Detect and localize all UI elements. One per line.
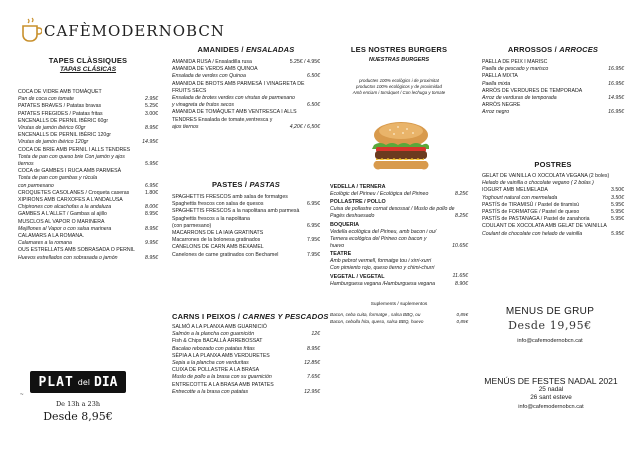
tapes-subtitle: TAPAS CLÁSICAS (59, 66, 117, 73)
supl-list (330, 311, 468, 325)
menu-item-price: 5.95€ (611, 230, 624, 237)
menu-item-text: FRUITS SECS (172, 87, 207, 94)
grup-price: Desde 19,95€ (508, 319, 592, 332)
arrossos-title-a: ARROSSOS / (507, 45, 560, 54)
tapes-section (18, 56, 158, 262)
menu-item (18, 111, 158, 118)
pastes-list (172, 194, 320, 259)
arrossos-section (482, 45, 624, 117)
menu-item (330, 265, 468, 272)
menu-item (18, 233, 158, 240)
menu-item (482, 202, 624, 209)
menu-item-text: COCA DE BRIE AMB PERNIL I ALLS TENDRES (18, 146, 131, 153)
menu-item-text: SPAGHETTIS FRESCOS amb salsa de formatges (172, 194, 288, 200)
menu-item (172, 81, 320, 88)
menu-item (172, 237, 320, 244)
menu-item (18, 197, 158, 204)
burger-group-label: POLLASTRE / POLLO (330, 199, 386, 206)
menu-item (172, 95, 320, 102)
pastes-title (172, 180, 320, 189)
menu-item (172, 88, 320, 95)
menu-item-price: 7.95€ (307, 251, 320, 258)
nadal-date-2: 26 sant esteve (530, 394, 572, 401)
menu-item (18, 168, 158, 175)
menu-item (482, 66, 624, 73)
menu-item-price: 14.95€ (142, 139, 158, 146)
menu-item-text: Spaghettis frescos a la napolitana (172, 215, 250, 222)
menu-item-text: Macarrones de la bolonesa gratinados (172, 237, 261, 244)
menu-item (172, 66, 320, 73)
menu-item (330, 191, 468, 198)
menu-item-text: TENDRES Ensalada de tomate,ventresca y (172, 116, 273, 123)
menu-item (482, 102, 624, 109)
menu-item (482, 109, 624, 116)
menu-item-text: Salmón a la plancha con guarnición (172, 331, 255, 338)
menu-item-text: Mejillones al Vapor o con salsa marinera (18, 225, 112, 232)
burgers-subtitle: NUESTRAS BURGERS (368, 57, 430, 63)
carns-section (172, 312, 329, 396)
menu-item (18, 190, 158, 197)
menu-item (172, 252, 320, 259)
menu-item-text: AMANIDA DE VERDS AMB QUINOA (172, 66, 258, 73)
menu-item (482, 59, 624, 66)
menu-item-price: 5.25€ / 4.95€ (289, 59, 320, 65)
menu-item-text: Coulant de chocolate con helado de vainilla (482, 230, 583, 237)
amanides-title-a: AMANIDES / (197, 45, 246, 54)
menu-item-price: 12.95€ (304, 388, 320, 395)
menu-item-price: 3.50€ (611, 194, 624, 201)
menu-item (18, 103, 158, 110)
menu-item (172, 367, 320, 374)
menu-item (172, 230, 320, 237)
menu-item-text: CALAMARS A LA ROMANA. (18, 233, 85, 240)
menu-item-text: Ensalada de verdes con Quinoa (172, 73, 246, 80)
nadal-title: MENÚS DE FESTES NADAL 2021 (484, 376, 618, 386)
menu-item-price: 16.95€ (608, 80, 624, 87)
menu-item-text: COCA de GAMBES I RUCA AMB PARMESÀ (18, 168, 122, 175)
menu-item (330, 213, 468, 220)
menu-item (172, 201, 320, 208)
pastes-title-b: PASTAS (249, 180, 281, 189)
menu-item (172, 244, 320, 251)
menu-item (172, 216, 320, 223)
burgers-note-3: Amb enciam i tomàquet / Con lechuga y tomate (352, 90, 446, 95)
menu-item (172, 353, 320, 360)
scribble-mark: ~ (20, 392, 24, 398)
menu-item-price: 5.95€ (145, 161, 158, 168)
menu-item-price: 8.95€ (307, 345, 320, 352)
menu-item-text: Muslo de pollo a la brasa con su guarnición (172, 374, 272, 381)
menu-item-price: 8.25€ (455, 213, 468, 220)
postres-title: POSTRES (534, 160, 572, 169)
carns-list (172, 324, 320, 396)
menu-item-text: ENCENALLS DE PERNIL IBÈRIC 120gr (18, 132, 111, 139)
coffee-cup-icon (20, 16, 42, 44)
menu-item-price: 8.95€ (145, 254, 158, 261)
menu-item (18, 89, 158, 96)
menu-item-text: PASTÍS de PASTANAGA / Pastel de zanahoria (482, 216, 590, 223)
burger-group-label: VEGETAL / VEGETAL (330, 273, 385, 280)
menu-item-price: 1.80€ (145, 189, 158, 196)
menu-item-text: ARRÒS NEGRE (482, 102, 521, 109)
menu-item-text: Arroz negro (482, 109, 510, 116)
menu-item-text: ARRÒS DE VERDURES DE TEMPORADA (482, 87, 583, 94)
menu-item-price: 8.95€ (145, 125, 158, 132)
brand-name: CAFÈMODERNOBCN (44, 22, 225, 40)
tapes-title: TAPES CLÀSSIQUES (48, 56, 128, 65)
menu-item-price: 12€ (311, 331, 320, 338)
menu-item (330, 258, 468, 265)
grup-title: MENUS DE GRUP (505, 306, 595, 317)
amanides-section (172, 45, 320, 131)
grup-email[interactable]: info@cafemodernobcn.cat (517, 338, 583, 344)
menu-item (330, 243, 468, 250)
menu-item-text: Virutas de jamón ibérico 120gr (18, 139, 89, 146)
menu-item (18, 183, 158, 190)
menu-item-price: 16.95€ (608, 109, 624, 116)
menu-item (18, 147, 158, 154)
menu-item-text: huevo (330, 243, 345, 250)
menu-item-text: ENCENALLS DE PERNIL IBÈRIC 60gr (18, 117, 109, 124)
menu-item (172, 117, 320, 124)
menu-item-text: Ecològic del Pirineu / Ecológica del Pirineo (330, 191, 429, 197)
menu-item (172, 124, 320, 131)
menu-item-text: PASTÍS de TIRAMISÚ / Pastel de tiramisú (482, 201, 579, 208)
postres-list (482, 173, 624, 238)
menu-item (482, 187, 624, 194)
menu-item (172, 382, 320, 389)
burger-groups (330, 183, 468, 288)
menu-item (18, 247, 158, 254)
menu-item-text: (con parmesano) (172, 222, 212, 229)
menu-item (18, 204, 158, 211)
menu-item-price: 4,20€ / 6,50€ (289, 123, 320, 130)
menu-item-price: 2.95€ (145, 96, 158, 103)
menu-item (172, 208, 320, 215)
menu-item-text: ajos tiernos (172, 123, 199, 130)
menu-item-price: 5.25€ (145, 103, 158, 110)
menu-item-text: AMANIDA DE TOMÀQUET AMB VENTRESCA I ALLS (172, 109, 297, 116)
menu-item (18, 240, 158, 247)
menu-item-price: 0,85€ (456, 319, 468, 325)
menu-item (330, 281, 468, 288)
menu-item (18, 226, 158, 233)
menu-item (172, 59, 320, 66)
menu-item-text: MUSCLOS AL VAPOR O MARINERA (18, 218, 105, 225)
menu-item-price: 3.00€ (145, 110, 158, 117)
menu-item (482, 180, 624, 187)
menu-item-price: 6.95€ (307, 222, 320, 229)
menu-item-price: 16.95€ (608, 66, 624, 73)
menu-item (482, 195, 624, 202)
menu-item (172, 223, 320, 230)
amanides-title-b: ENSALADAS (245, 45, 295, 54)
burgers-note-2: productos 100% ecológicos y de proximidad (356, 84, 442, 89)
menu-item-text: Paella de pescado y marisco (482, 66, 549, 73)
menu-item-text: Yoghourt natural con mermelada (482, 194, 558, 201)
menu-item (172, 389, 320, 396)
menu-item-text: Spaghettis frescos con salsa de quesos (172, 201, 264, 208)
menu-item (18, 118, 158, 125)
menu-item-price: 9.95€ (145, 240, 158, 247)
menu-item-text: Paella mixta (482, 80, 511, 87)
menu-item-text: Cuixa de pollastre cornat desossat / Muslo de pollo de (330, 206, 455, 213)
menu-item-text: PASTÍS de FORMATGE / Pastel de queso (482, 209, 580, 216)
menu-item-text: con parmesano (18, 182, 54, 189)
menu-item-text: SALMÓ A LA PLANXA AMB GUARNICIÓ (172, 324, 267, 330)
dia-word: DIA (94, 374, 118, 390)
menu-item-text: tiernos (18, 161, 34, 168)
menu-item-text: GAMBES A L'ALLET / Gambas al ajillo (18, 211, 107, 218)
menu-item-text: PATATES FREGIDES / Patatas fritas (18, 110, 103, 117)
supl-title: Suplements / suplementos (370, 301, 428, 307)
menu-item-text: Pagès deshuesado (330, 213, 375, 220)
burger-group-label: BOQUERIA (330, 221, 360, 228)
menu-item-price: 8.95€ (145, 211, 158, 218)
menu-item-text: Helado de vainilla o chocolate vegano ( 2 bolas ) (482, 180, 594, 187)
menu-item-text: CANELONS DE CARN AMB BEXAMEL (172, 244, 264, 251)
menu-item-text: Ternera ecológica del Pirineo con bacon y (330, 235, 427, 242)
menu-item (482, 73, 624, 80)
menus-grup-box (494, 306, 606, 344)
menu-item-price: 6.95€ (307, 201, 320, 208)
menu-item-text: COCA DE VIDRE AMB TOMÀQUET (18, 89, 102, 95)
menu-item-price: 3.50€ (611, 187, 624, 194)
menu-item-price: 8.95€ (145, 225, 158, 232)
carns-title-a: CARNS I PEIXOS / (172, 312, 243, 321)
menu-item (482, 231, 624, 238)
menu-item (18, 219, 158, 226)
burger-image (370, 120, 432, 172)
menu-item (330, 311, 468, 318)
plat-word: PLAT (38, 374, 74, 390)
menu-item (18, 154, 158, 161)
plat-hours: De 13h a 23h (55, 400, 101, 408)
menu-item (330, 229, 468, 236)
menu-item-text: ENTRECOTTE A LA BRASA AMB PATATES (172, 381, 274, 388)
menu-item-price: 8.25€ (455, 191, 468, 197)
carns-title-b: CARNES Y PESCADOS (242, 312, 329, 321)
menu-item (18, 139, 158, 146)
arrossos-title (482, 45, 624, 54)
menu-item-text: PATATES BRAVES / Patatas bravas (18, 103, 102, 110)
menu-item-text: CROQUETES CASOLANES / Croqueta caseras (18, 189, 130, 196)
pastes-title-a: PASTES / (211, 180, 250, 189)
burgers-list-section (330, 183, 468, 325)
menu-item-text: y vinagreta de frutos secos (172, 102, 234, 109)
menu-item-text: Tosta de pan con queso brie Con jamón y ajos (18, 153, 125, 160)
menu-item-price: 5.95€ (611, 216, 624, 223)
burger-group-label: VEDELLA / TERNERA (330, 184, 386, 190)
menu-item (482, 173, 624, 180)
menu-item (172, 346, 320, 353)
plat-del-dia-banner (30, 371, 126, 393)
menu-item-text: Bacon, cebolla frita, queso, salsa BBQ, huevo (330, 319, 424, 325)
menu-item-text: GELAT DE VAINILLA O XOCOLATA VEGANA (2 boles) (482, 173, 610, 179)
menu-item (172, 194, 320, 201)
menu-item-price: 10.65€ (452, 243, 468, 250)
menu-item-text: AMANIDA DE BROTS AMB PARMESÀ I VINAGRETA DE (172, 80, 305, 87)
menu-item-text: SPAGHETTIS FRESCOS a la napolitana amb parmesà (172, 208, 300, 215)
menu-item (172, 109, 320, 116)
menu-item-text: Canelones de carne gratinados con Bechamel (172, 251, 279, 258)
menu-item-text: Bacon, ceba cuita, formatge , salsa BBQ, ou (330, 311, 421, 317)
menu-item-text: PAELLA DE PEIX I MARISC (482, 59, 548, 65)
del-word: del (77, 377, 91, 387)
menu-item-text: IOGURT AMB MELMELADA (482, 187, 548, 194)
menu-item (482, 223, 624, 230)
tapes-list (18, 89, 158, 262)
menu-item-text: PAELLA MIXTA (482, 73, 518, 80)
nadal-date-1: 25 nadal (538, 386, 564, 393)
burgers-section (330, 45, 468, 96)
menu-item-text: CUIXA DE POLLASTRE A LA BRASA (172, 367, 260, 374)
menu-item-price: 6.50€ (307, 102, 320, 109)
postres-section (482, 160, 624, 238)
menu-item-text: Fish & Chips BACALLÀ ARREBOSSAT (172, 338, 263, 345)
arrossos-title-b: ARROCES (559, 45, 599, 54)
menu-item-text: AMANIDA RUSA / Ensaladilla rusa (172, 59, 252, 65)
menu-item (18, 255, 158, 262)
menu-item-text: Tosta de pan con gambas y rúcula (18, 175, 98, 182)
menu-item-text: OUS ESTRELLATS AMB SOBRASADA O PERNIL (18, 247, 135, 254)
menu-item (330, 206, 468, 213)
menu-item (172, 374, 320, 381)
menu-item-price: 7.65€ (307, 374, 320, 381)
menu-item-text: Amb pebrot vermell, formatge tou i xirri-xurri (330, 258, 432, 265)
menu-item (172, 338, 320, 345)
burgers-note-1: productes 100% ecològics i de proximitat (359, 78, 439, 83)
menu-item-price: 5.95€ (611, 201, 624, 208)
menu-item-text: MACARRONS DE LA IAIA GRATINATS (172, 230, 264, 237)
menu-item-text: Bacalao rebozado con patatas fritas (172, 345, 255, 352)
menu-item-text: Calamares a la romana (18, 240, 72, 247)
amanides-list (172, 59, 320, 131)
menu-item-text: Hamburguesa vegana /Hamburguesa vegana (330, 280, 435, 287)
plat-price: Desde 8,95€ (43, 410, 113, 423)
menu-item-text: Con pimiento rojo, queso tierno y chimi-churri (330, 265, 435, 272)
menu-item-price: 7.95€ (307, 237, 320, 244)
menu-item (18, 96, 158, 103)
menu-item-price: 6.50€ (307, 73, 320, 80)
arrossos-list (482, 59, 624, 117)
carns-title (172, 312, 329, 321)
menu-item (330, 318, 468, 325)
menu-item (18, 175, 158, 182)
menu-item (482, 81, 624, 88)
menu-item-price: 12.85€ (304, 360, 320, 367)
menu-item-text: Entrecotte a la brasa con patatas (172, 388, 249, 395)
menu-item-text: Ensalada de brotes verdes con virutas de parmesano (172, 95, 295, 102)
menu-item (330, 236, 468, 243)
menu-item-text: Chipirones con alcachofas a la andaluza (18, 204, 112, 211)
menu-item-text: Sepia a la plancha con verduritas (172, 360, 249, 367)
nadal-email[interactable]: info@cafemodernobcn.cat (518, 404, 584, 410)
amanides-title (172, 45, 320, 54)
menu-item-text: XIPIRONS AMB CARXOFES A L'ANDALUSA (18, 197, 123, 204)
menu-item (18, 132, 158, 139)
menu-item-price: 11.65€ (452, 272, 468, 279)
menu-item (18, 211, 158, 218)
menu-item-text: Virutas de jamón ibérico 60gr (18, 125, 86, 132)
menu-item-text: Arroz de verduras de temporada (482, 95, 557, 102)
menu-item-price: 0,85€ (456, 311, 468, 317)
menu-item (482, 88, 624, 95)
burgers-title: LES NOSTRES BURGERS (350, 45, 448, 54)
menu-item-price: 5.95€ (611, 209, 624, 216)
menu-item (172, 324, 320, 331)
pastes-section (172, 180, 320, 259)
menu-item-text: SÈPIA A LA PLANXA AMB VERDURETES (172, 352, 270, 359)
menu-item-text: Pan de coca con tomate (18, 96, 74, 103)
menu-item-price: 8.90€ (455, 280, 468, 287)
menu-item (482, 216, 624, 223)
brand-logo (20, 14, 225, 50)
menu-item (172, 73, 320, 80)
menu-item-price: 6.95€ (145, 182, 158, 189)
menu-item-text: COULANT DE XOCOLATA AMB GELAT DE VAINILLA (482, 223, 607, 230)
menu-item-price: 8.00€ (145, 204, 158, 211)
menu-item-text: Vedella ecològica del Pirineu, amb bacon i ou/ (330, 228, 437, 235)
burger-group-label: TEATRE (330, 251, 352, 258)
menu-item-price: 14.95€ (608, 95, 624, 102)
menu-item (172, 360, 320, 367)
menus-nadal-box (484, 376, 618, 410)
menu-item-text: Huevos estrellados con sobrasada o jamón (18, 254, 118, 261)
